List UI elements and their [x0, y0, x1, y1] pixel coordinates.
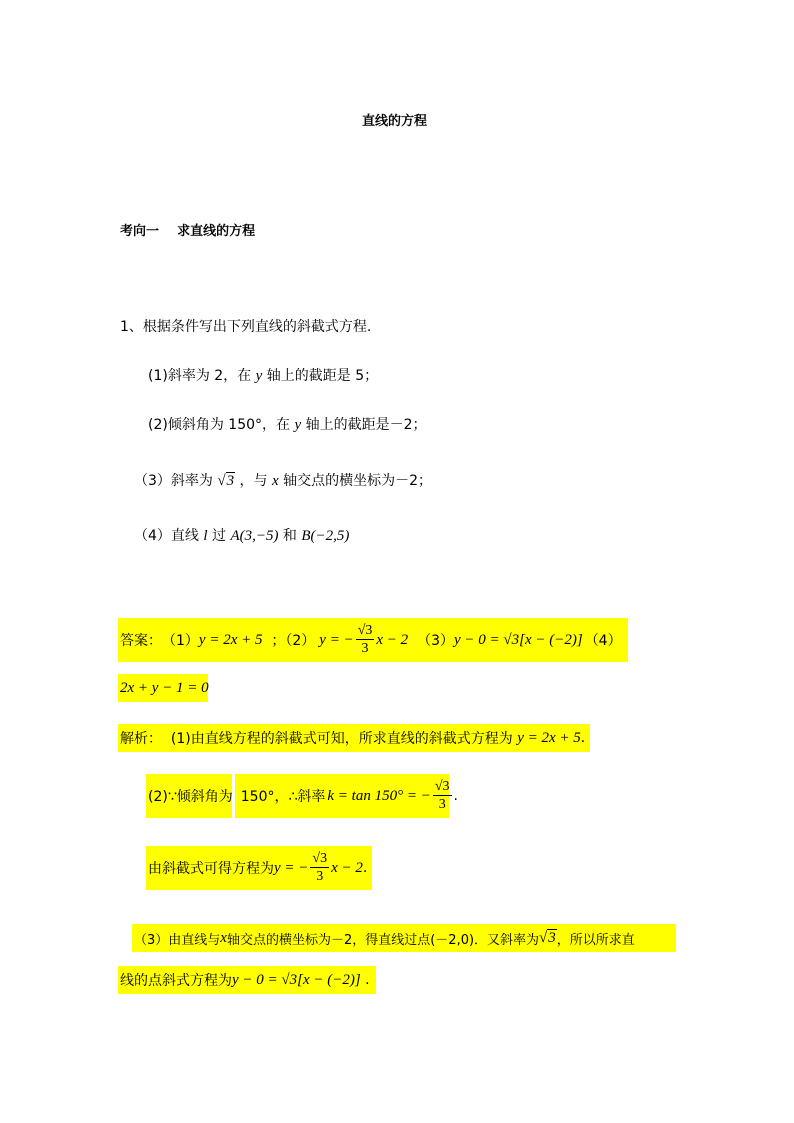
analysis-fraction-1: $\frac{√3}{3}$: [434, 779, 450, 812]
analysis-fraction-2: $\frac{√3}{3}$: [312, 851, 328, 884]
analysis-line-1: 解析： (1)由直线方程的斜截式可知，所求直线的斜截式方程为 y = 2x + 5 .: [120, 729, 586, 747]
analysis-line-3: 由斜截式可得方程为 y = − $\frac{√3}{3}$ x − 2 .: [148, 851, 368, 884]
analysis-line-2: (2)∵倾斜角为 150°，∴斜率 k = tan 150° = − $\frac{√3}{3}$ .: [148, 779, 458, 812]
problem-item-1: (1)斜率为 2，在 y 轴上的截距是 5；: [148, 368, 379, 384]
answer-line-1: 答案： （1） y = 2x + 5 ；（2） y = − $\frac{√3}{3}$ x − 2 （3） y − 0 = √3[x − (−2)] （4）: [120, 623, 622, 656]
answer-fraction: $\frac{√3}{3}$: [357, 623, 373, 656]
problem-item-4: （4）直线 l 过 A(3,−5) 和 B(−2,5): [134, 528, 350, 544]
problem-item-2: (2)倾斜角为 150°，在 y 轴上的截距是－2；: [148, 417, 427, 433]
answer-eq-1: y = 2x + 5: [198, 631, 263, 648]
analysis-line-4: （3）由直线与 x 轴交点的横坐标为－2，得直线过点(－2,0)．又斜率为 √3 ，所以所求直: [134, 929, 635, 948]
page-title: 直线的方程: [362, 114, 428, 129]
problem-intro: 1、根据条件写出下列直线的斜截式方程.: [120, 319, 372, 335]
problem-item-3: （3）斜率为 √3 ，与 x 轴交点的横坐标为－2；: [134, 473, 433, 489]
answer-line-2: [120, 670, 209, 706]
answer-eq-3: y − 0 = √3[x − (−2)]: [453, 631, 583, 648]
section-heading: 考向一 求直线的方程: [120, 224, 256, 239]
answer-eq-4: 2x + y − 1 = 0: [120, 679, 209, 696]
analysis-line-5: 线的点斜式方程为 y − 0 = √3[x − (−2)] .: [120, 971, 370, 989]
